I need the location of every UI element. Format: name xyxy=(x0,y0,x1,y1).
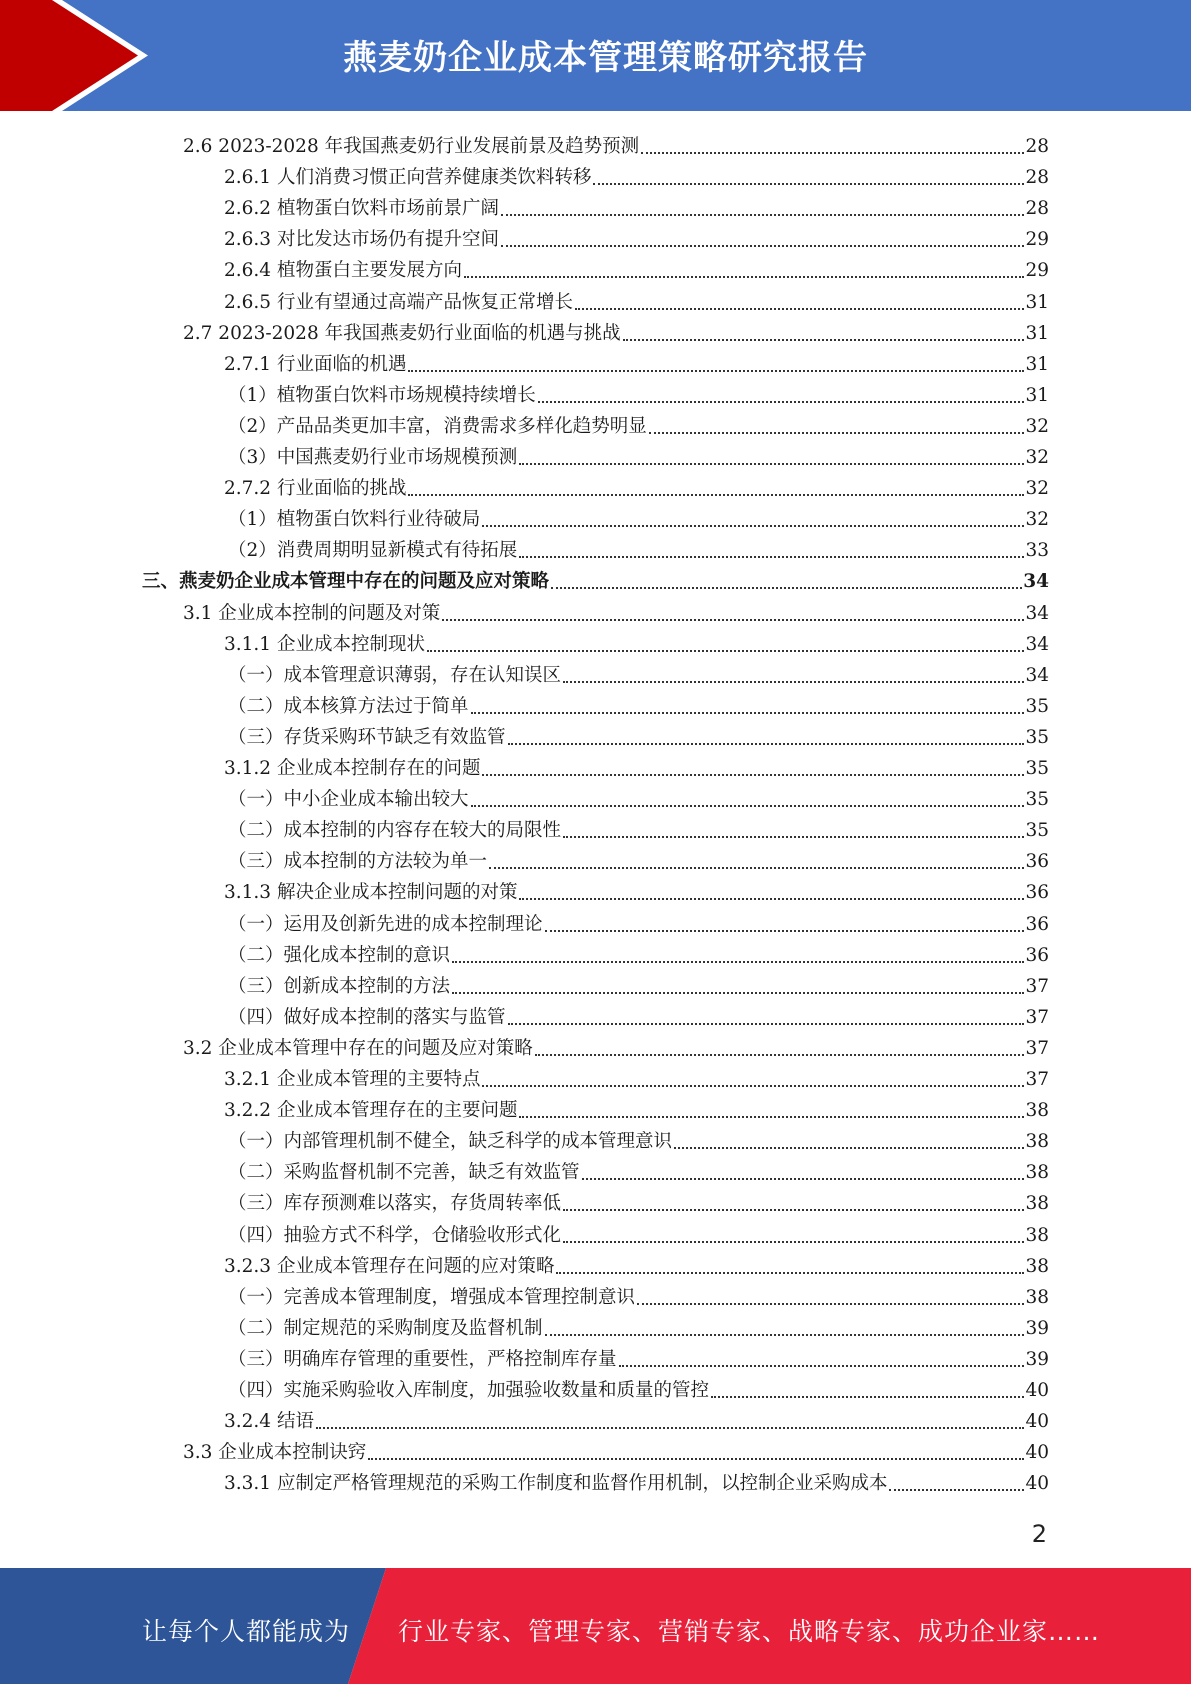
toc-entry-page: 37 xyxy=(1025,1006,1049,1028)
toc-dot-leader xyxy=(637,1302,1024,1305)
toc-entry[interactable] xyxy=(183,595,1049,626)
toc-entry-page: 38 xyxy=(1025,1193,1049,1215)
toc-dot-leader xyxy=(471,804,1025,807)
toc-entry-title: 3.2 企业成本管理中存在的问题及应对策略 xyxy=(183,1037,533,1059)
toc-entry-page: 34 xyxy=(1025,664,1049,686)
report-title: 燕麦奶企业成本管理策略研究报告 xyxy=(343,38,868,78)
toc-entry-title: （四）实施采购验收入库制度，加强验收数量和质量的管控 xyxy=(228,1380,710,1401)
toc-entry[interactable] xyxy=(224,408,1049,439)
toc-entry-title: 2.7.2 行业面临的挑战 xyxy=(224,478,407,500)
toc-dot-leader xyxy=(427,649,1024,652)
toc-entry[interactable] xyxy=(224,906,1049,937)
toc-entry[interactable] xyxy=(224,781,1049,812)
toc-entry[interactable] xyxy=(224,1154,1049,1185)
toc-entry-page: 28 xyxy=(1025,167,1049,189)
toc-entry[interactable] xyxy=(183,128,1049,159)
toc-entry[interactable] xyxy=(224,626,1049,657)
toc-entry[interactable] xyxy=(224,470,1049,501)
toc-entry[interactable] xyxy=(183,1434,1049,1465)
page-number: 2 xyxy=(1031,1520,1047,1548)
toc-entry[interactable] xyxy=(224,377,1049,408)
toc-dot-leader xyxy=(545,929,1025,932)
toc-dot-leader xyxy=(582,1177,1025,1180)
toc-entry-title: （二）强化成本控制的意识 xyxy=(228,944,451,966)
toc-entry-title: （2）产品品类更加丰富，消费需求多样化趋势明显 xyxy=(228,415,647,437)
toc-entry-title: （二）采购监督机制不完善，缺乏有效监管 xyxy=(228,1162,580,1184)
toc-dot-leader xyxy=(482,773,1024,776)
toc-dot-leader xyxy=(408,369,1024,372)
toc-entry-title: 3.2.3 企业成本管理存在问题的应对策略 xyxy=(224,1255,555,1277)
toc-entry-page: 38 xyxy=(1025,1162,1049,1184)
toc-dot-leader xyxy=(501,244,1024,247)
toc-entry-title: （三）存货采购环节缺乏有效监管 xyxy=(228,726,506,748)
toc-entry-title: （一）运用及创新先进的成本控制理论 xyxy=(228,913,543,935)
toc-entry-title: （四）做好成本控制的落实与监管 xyxy=(228,1006,506,1028)
toc-entry[interactable] xyxy=(224,874,1049,905)
toc-entry-page: 40 xyxy=(1025,1411,1049,1433)
toc-entry-page: 34 xyxy=(1025,602,1049,624)
toc-entry[interactable] xyxy=(224,346,1049,377)
toc-entry-page: 36 xyxy=(1025,944,1049,966)
toc-entry-title: 三、燕麦奶企业成本管理中存在的问题及应对策略 xyxy=(142,571,550,593)
toc-dot-leader xyxy=(649,431,1025,434)
toc-entry-title: （一）完善成本管理制度，增强成本管理控制意识 xyxy=(228,1286,636,1308)
toc-entry-title: 3.2.4 结语 xyxy=(224,1411,314,1433)
toc-entry-page: 32 xyxy=(1025,447,1049,468)
toc-entry-page: 39 xyxy=(1025,1317,1049,1339)
toc-dot-leader xyxy=(641,151,1024,154)
toc-dot-leader xyxy=(538,400,1025,403)
toc-dot-leader xyxy=(556,1271,1024,1274)
toc-entry-page: 38 xyxy=(1025,1286,1049,1308)
toc-dot-leader xyxy=(551,586,1022,589)
toc-entry-page: 31 xyxy=(1025,384,1049,406)
toc-dot-leader xyxy=(563,1208,1024,1211)
toc-entry-page: 36 xyxy=(1025,913,1049,935)
toc-entry[interactable] xyxy=(224,750,1049,781)
toc-entry[interactable] xyxy=(224,843,1049,874)
toc-entry-page: 40 xyxy=(1025,1442,1049,1464)
toc-entry-page: 29 xyxy=(1025,260,1049,282)
toc-entry[interactable] xyxy=(224,1341,1049,1372)
toc-dot-leader xyxy=(452,960,1024,963)
toc-entry[interactable] xyxy=(224,1061,1049,1092)
toc-dot-leader xyxy=(471,711,1025,714)
toc-dot-leader xyxy=(593,182,1024,185)
toc-entry-title: （三）创新成本控制的方法 xyxy=(228,975,451,997)
toc-entry[interactable] xyxy=(224,439,1049,470)
toc-dot-leader xyxy=(535,1053,1025,1056)
toc-entry[interactable] xyxy=(224,657,1049,688)
toc-dot-leader xyxy=(442,618,1024,621)
toc-entry-title: 3.1.2 企业成本控制存在的问题 xyxy=(224,758,481,779)
toc-entry[interactable] xyxy=(224,937,1049,968)
toc-dot-leader xyxy=(563,1240,1024,1243)
toc-entry-title: （二）制定规范的采购制度及监督机制 xyxy=(228,1317,543,1339)
toc-entry-page: 32 xyxy=(1025,415,1049,437)
toc-dot-leader xyxy=(519,897,1024,900)
toc-entry[interactable] xyxy=(183,315,1049,346)
toc-dot-leader xyxy=(452,991,1024,994)
toc-entry[interactable] xyxy=(224,812,1049,843)
toc-entry-title: 3.2.2 企业成本管理存在的主要问题 xyxy=(224,1100,518,1122)
toc-entry[interactable] xyxy=(224,159,1049,190)
toc-dot-leader xyxy=(368,1457,1024,1460)
toc-entry-page: 37 xyxy=(1025,975,1049,997)
toc-entry-page: 35 xyxy=(1025,726,1049,748)
toc-entry-title: 2.6.2 植物蛋白饮料市场前景广阔 xyxy=(224,198,499,220)
toc-entry-title: 3.1.3 解决企业成本控制问题的对策 xyxy=(224,882,518,904)
toc-entry-page: 28 xyxy=(1025,136,1049,157)
toc-entry-page: 34 xyxy=(1023,571,1049,593)
toc-dot-leader xyxy=(674,1146,1024,1149)
toc-entry-title: （三）库存预测难以落实，存货周转率低 xyxy=(228,1193,562,1215)
toc-entry[interactable] xyxy=(224,190,1049,221)
toc-entry[interactable] xyxy=(183,1030,1049,1061)
toc-entry[interactable] xyxy=(224,252,1049,283)
toc-entry[interactable] xyxy=(224,284,1049,315)
toc-entry[interactable] xyxy=(224,999,1049,1030)
toc-entry-title: （三）成本控制的方法较为单一 xyxy=(228,851,488,873)
toc-dot-leader xyxy=(482,1084,1024,1087)
toc-dot-leader xyxy=(464,275,1024,278)
toc-entry-page: 36 xyxy=(1025,851,1049,873)
toc-entry-title: 3.3 企业成本控制诀窍 xyxy=(183,1442,367,1464)
toc-dot-leader xyxy=(519,555,1024,558)
toc-dot-leader xyxy=(519,462,1024,465)
toc-entry-title: 2.6.4 植物蛋白主要发展方向 xyxy=(224,260,462,282)
toc-entry-page: 34 xyxy=(1025,633,1049,655)
toc-entry-page: 38 xyxy=(1025,1224,1049,1246)
toc-entry-title: 2.7 2023-2028 年我国燕麦奶行业面临的机遇与挑战 xyxy=(183,322,621,344)
toc-entry[interactable] xyxy=(224,1092,1049,1123)
footer-slogan-left: 让每个人都能成为 xyxy=(142,1617,351,1646)
toc-dot-leader xyxy=(623,338,1025,341)
toc-entry[interactable] xyxy=(224,1279,1049,1310)
toc-entry-page: 38 xyxy=(1025,1131,1049,1153)
toc-entry-title: （2）消费周期明显新模式有待拓展 xyxy=(228,540,518,562)
toc-entry[interactable] xyxy=(224,1465,1049,1496)
toc-entry-title: （1）植物蛋白饮料市场规模持续增长 xyxy=(228,384,536,406)
toc-entry[interactable] xyxy=(224,1248,1049,1279)
toc-entry-title: 2.6.5 行业有望通过高端产品恢复正常增长 xyxy=(224,291,573,313)
toc-entry-title: （3）中国燕麦奶行业市场规模预测 xyxy=(228,447,518,468)
page-header xyxy=(0,0,1191,111)
toc-entry-title: （二）成本控制的内容存在较大的局限性 xyxy=(228,820,562,842)
toc-entry-title: 2.6 2023-2028 年我国燕麦奶行业发展前景及趋势预测 xyxy=(183,136,640,157)
toc-entry[interactable] xyxy=(224,688,1049,719)
footer-slogan-right: 行业专家、管理专家、营销专家、战略专家、成功企业家…… xyxy=(398,1617,1101,1646)
toc-entry[interactable] xyxy=(224,532,1049,563)
toc-entry-title: （一）内部管理机制不健全，缺乏科学的成本管理意识 xyxy=(228,1131,673,1153)
toc-entry-page: 39 xyxy=(1025,1348,1049,1370)
toc-entry[interactable] xyxy=(224,1403,1049,1434)
toc-entry-page: 32 xyxy=(1025,509,1049,531)
toc-entry-page: 31 xyxy=(1025,353,1049,375)
toc-entry-page: 35 xyxy=(1025,820,1049,842)
toc-entry-page: 35 xyxy=(1025,758,1049,779)
toc-entry-page: 31 xyxy=(1025,322,1049,344)
toc-entry-title: （一）成本管理意识薄弱，存在认知误区 xyxy=(228,664,562,686)
toc-entry-page: 35 xyxy=(1025,695,1049,717)
toc-entry-title: 2.7.1 行业面临的机遇 xyxy=(224,353,407,375)
toc-entry-page: 28 xyxy=(1025,198,1049,220)
toc-entry-title: （三）明确库存管理的重要性，严格控制库存量 xyxy=(228,1348,617,1370)
toc-entry[interactable] xyxy=(224,501,1049,532)
toc-entry-page: 38 xyxy=(1025,1255,1049,1277)
toc-dot-leader xyxy=(482,524,1024,527)
toc-entry-title: 3.1.1 企业成本控制现状 xyxy=(224,633,425,655)
toc-entry-title: （1）植物蛋白饮料行业待破局 xyxy=(228,509,481,531)
toc-entry-page: 37 xyxy=(1025,1069,1049,1090)
toc-entry-page: 37 xyxy=(1025,1037,1049,1059)
toc-dot-leader xyxy=(711,1395,1024,1398)
toc-entry-page: 35 xyxy=(1025,789,1049,811)
toc-entry-page: 40 xyxy=(1025,1473,1049,1495)
page-footer xyxy=(0,1568,1191,1684)
toc-entry[interactable] xyxy=(224,1372,1049,1403)
toc-dot-leader xyxy=(563,835,1024,838)
toc-entry-page: 32 xyxy=(1025,478,1049,500)
toc-entry-title: 3.1 企业成本控制的问题及对策 xyxy=(183,602,441,624)
toc-entry-page: 36 xyxy=(1025,882,1049,904)
toc-entry[interactable] xyxy=(224,968,1049,999)
toc-dot-leader xyxy=(563,680,1024,683)
toc-dot-leader xyxy=(501,213,1024,216)
toc-dot-leader xyxy=(575,307,1024,310)
toc-dot-leader xyxy=(508,1022,1025,1025)
toc-entry-page: 31 xyxy=(1025,291,1049,313)
toc-entry[interactable] xyxy=(224,1217,1049,1248)
toc-entry[interactable] xyxy=(224,1185,1049,1216)
toc-entry-title: 3.3.1 应制定严格管理规范的采购工作制度和监督作用机制，以控制企业采购成本 xyxy=(224,1473,888,1495)
toc-entry-title: （一）中小企业成本输出较大 xyxy=(228,789,469,811)
toc-dot-leader xyxy=(519,1115,1024,1118)
toc-dot-leader xyxy=(489,866,1024,869)
toc-entry-title: （二）成本核算方法过于简单 xyxy=(228,695,469,717)
toc-entry-page: 33 xyxy=(1025,540,1049,562)
toc-dot-leader xyxy=(316,1426,1025,1429)
toc-entry[interactable] xyxy=(142,563,1049,594)
toc-entry-title: 2.6.1 人们消费习惯正向营养健康类饮料转移 xyxy=(224,167,592,189)
toc-dot-leader xyxy=(889,1488,1024,1491)
toc-dot-leader xyxy=(619,1364,1025,1367)
toc-entry-page: 29 xyxy=(1025,229,1049,251)
toc-entry-title: 3.2.1 企业成本管理的主要特点 xyxy=(224,1069,481,1090)
toc-dot-leader xyxy=(408,493,1024,496)
toc-dot-leader xyxy=(545,1333,1025,1336)
toc-entry[interactable] xyxy=(224,221,1049,252)
toc-entry[interactable] xyxy=(224,719,1049,750)
toc-entry[interactable] xyxy=(224,1123,1049,1154)
toc-dot-leader xyxy=(508,742,1025,745)
toc-entry-title: 2.6.3 对比发达市场仍有提升空间 xyxy=(224,229,499,251)
toc-entry[interactable] xyxy=(224,1310,1049,1341)
toc-entry-page: 38 xyxy=(1025,1100,1049,1122)
toc-entry-page: 40 xyxy=(1025,1380,1049,1401)
toc-entry-title: （四）抽验方式不科学，仓储验收形式化 xyxy=(228,1224,562,1246)
